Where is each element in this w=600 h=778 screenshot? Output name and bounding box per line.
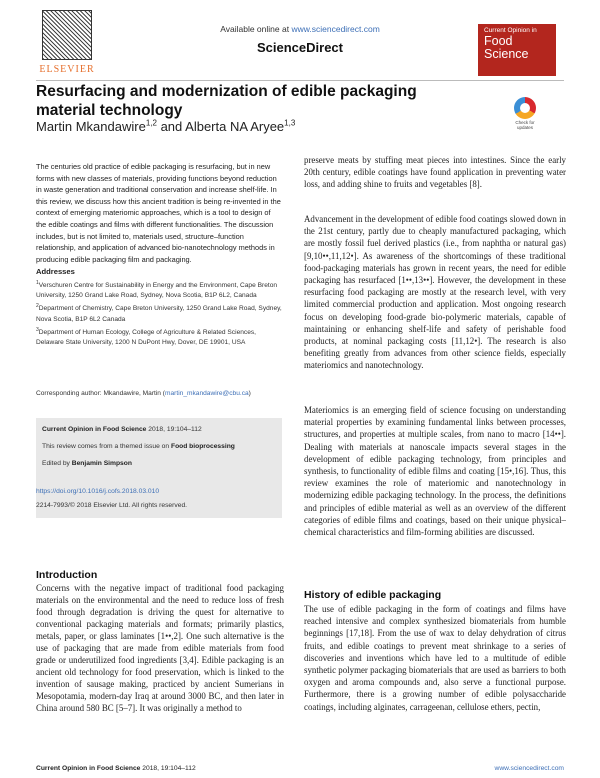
available-url-link[interactable]: www.sciencedirect.com bbox=[291, 24, 380, 34]
copyright-line: 2214-7993/© 2018 Elsevier Ltd. All rights reserved. bbox=[36, 502, 188, 509]
author-email-link[interactable]: martin_mkandawire@cbu.ca bbox=[165, 390, 249, 397]
address-item bbox=[36, 278, 282, 301]
page-header bbox=[0, 0, 600, 80]
addresses-list bbox=[36, 278, 282, 348]
editor-name: Benjamin Simpson bbox=[71, 460, 132, 467]
history-heading: History of edible packaging bbox=[304, 589, 442, 601]
journal-volume: 2018, 19:104–112 bbox=[146, 426, 202, 433]
check-updates-label: Check for updates bbox=[515, 120, 535, 130]
journal-badge-line1: Current Opinion in bbox=[484, 27, 537, 34]
journal-name: Current Opinion in Food Science bbox=[42, 426, 147, 433]
author-name[interactable]: Martin Mkandawire bbox=[36, 119, 146, 134]
author-affiliation: 1,2 bbox=[145, 118, 157, 128]
check-updates-icon bbox=[514, 97, 536, 119]
body-paragraph: Advancement in the development of edible food coatings slowed down in the 21st century, partly due to cheaply manufactured packaging, which are mostly fossil fuel derived plastics (i.e., from naphtha or natural gas) [9,10••,11,12•]. As awareness of the shortcomings of these traditional food-packaging materials has grown in recent years, the need for edible packaging has resurfaced [1••,13••]. However, the development in these resurfacing food packaging are mostly at the research level, with very limited commercial production and application. Most ongoing research focus on developing food-grade bio-polymeric materials, capable of maintaining or enhancing shelf-life and safety of perishable food products, at nominal packaging costs [11,12•]. The research is also benefiting greatly from advances from other science fields, especially materiomics and nanotechnology. bbox=[304, 214, 566, 371]
theme-name: Food bioprocessing bbox=[170, 443, 235, 450]
footer-journal: Current Opinion in Food Science bbox=[36, 765, 141, 772]
address-text: Verschuren Centre for Sustainability in Energy and the Environment, Cape Breton University, 1250 Grand Lake Road, Sydney, Nova Scotia, B1P 6L2, Canada bbox=[36, 282, 278, 300]
introduction-text: Concerns with the negative impact of traditional food packaging materials on the environmental and the need to reduce loss of fresh food through degradation is driving the quest for alternative to conventional packaging materials and formats; primarily plastics, metals, paper, or glass laminates [1••,2]. One such alternative is the use of packaging that are made from edible materials from food grade or underutilized food ingredients [3,4]. Edible packaging is an ancient old technology for food preservation, which is linked to the invention of sausage making, practiced by ancient Sumerians in Mesopotamia, modern-day Iraq at around 3000 BC, and then later in China around 580 BC [5–7]. It was originally a method to bbox=[36, 583, 284, 713]
author-list bbox=[36, 119, 295, 134]
doi-link[interactable]: https://doi.org/10.1016/j.cofs.2018.03.010 bbox=[36, 488, 160, 495]
journal-citation bbox=[42, 425, 276, 434]
footer-citation bbox=[36, 765, 196, 772]
introduction-heading: Introduction bbox=[36, 569, 98, 581]
corresponding-suffix: ) bbox=[248, 390, 251, 397]
available-prefix: Available online at bbox=[220, 24, 290, 34]
address-item bbox=[36, 325, 282, 348]
corresponding-prefix: Corresponding author: Mkandawire, Martin ( bbox=[36, 390, 166, 397]
address-number: 1 bbox=[36, 280, 39, 286]
footer-url-link[interactable]: www.sciencedirect.com bbox=[494, 765, 564, 772]
author-separator: and bbox=[156, 119, 186, 134]
address-number: 2 bbox=[36, 303, 39, 310]
header-divider bbox=[36, 80, 564, 81]
body-paragraph: preserve meats by stuffing meat pieces into intestines. Since the early 20th century, edible coatings have found application in preventing water loss, and adding shine to fruits and vegetables [8]. bbox=[304, 155, 566, 190]
body-paragraph: Materiomics is an emerging field of science focusing on understanding material properties by examining fundamental links between processes, structures, and properties at multiple scales, from nano to macro [14••]. Dealing with materials at nanoscale impacts several stages in the development of edible packaging technology, from principles and synthesis, to functionality of edible films and coating [15•,16]. Thus, this review examines the role of materiomic and nanotechnology in modernizing edible packaging technology. In the process, the definitions and principles of edible material as well as an overview of the different categories of edible films and coatings, based on their unique physical–chemical characteristics and film-forming abilities are discussed. bbox=[304, 405, 566, 538]
sciencedirect-brand[interactable]: ScienceDirect bbox=[257, 40, 343, 55]
edited-prefix: Edited by bbox=[42, 460, 72, 467]
address-text: Department of Human Ecology, College of Agriculture & Related Sciences, Delaware State University, 1200 N DuPont Hwy, Dover, DE 19901, USA bbox=[36, 328, 256, 347]
author-name[interactable]: Alberta NA Aryee bbox=[185, 119, 285, 134]
edited-by bbox=[42, 459, 276, 468]
author-affiliation: 1,3 bbox=[284, 118, 296, 128]
article-title: Resurfacing and modernization of edible packaging material technology bbox=[36, 83, 417, 119]
check-for-updates-button[interactable] bbox=[510, 97, 540, 131]
theme-prefix: This review comes from a themed issue on bbox=[42, 443, 171, 450]
footer-volume: 2018, 19:104–112 bbox=[140, 765, 196, 772]
journal-badge-line3: Science bbox=[484, 47, 529, 61]
elsevier-logo-text: ELSEVIER bbox=[39, 64, 95, 75]
address-text: Department of Chemistry, Cape Breton University, 1250 Grand Lake Road, Sydney, Nova Scotia, B1P 6L2 Canada bbox=[36, 305, 282, 323]
addresses-heading: Addresses bbox=[36, 267, 75, 276]
body-paragraph: The use of edible packaging in the form of coatings and films have reached intensive and complex synthesized biomaterials from humble beginnings [17,18]. From the use of wax to delay dehydration of citrus fruits, and edible coatings to prevent meat shrinkage to a series of discoveries and inventions which have led to a multitude of edible synthetic polymer packaging biomaterials that are used as barriers to both oxygen and aroma compounds and, also serve a functional purpose. Furthermore, there is a growing number of edible polysaccharide coatings, including alginates, carrageenan, cellulose ethers, pectin, bbox=[304, 604, 566, 712]
journal-badge[interactable] bbox=[478, 24, 556, 76]
journal-badge-line2: Food bbox=[484, 34, 513, 48]
address-item bbox=[36, 301, 282, 324]
address-number: 3 bbox=[36, 326, 39, 333]
theme-issue bbox=[42, 442, 276, 451]
abstract-text: The centuries old practice of edible packaging is resurfacing, but in new forms with new classes of materials, providing functions beyond reduction in waste generation and traditional conservation and increase shelf-life. In this review, we discuss how this ancient tradition is being re-invented in the context of emerging materiomic approaches, which is a tool to design of the edible coatings and films with different functionalities. The discussion includes, but is not limited to, materials used, structure–function relationship, and application of advanced bio-nanotechnology methods in producing edible packaging film and packaging. bbox=[36, 162, 281, 264]
corresponding-author bbox=[36, 389, 282, 399]
